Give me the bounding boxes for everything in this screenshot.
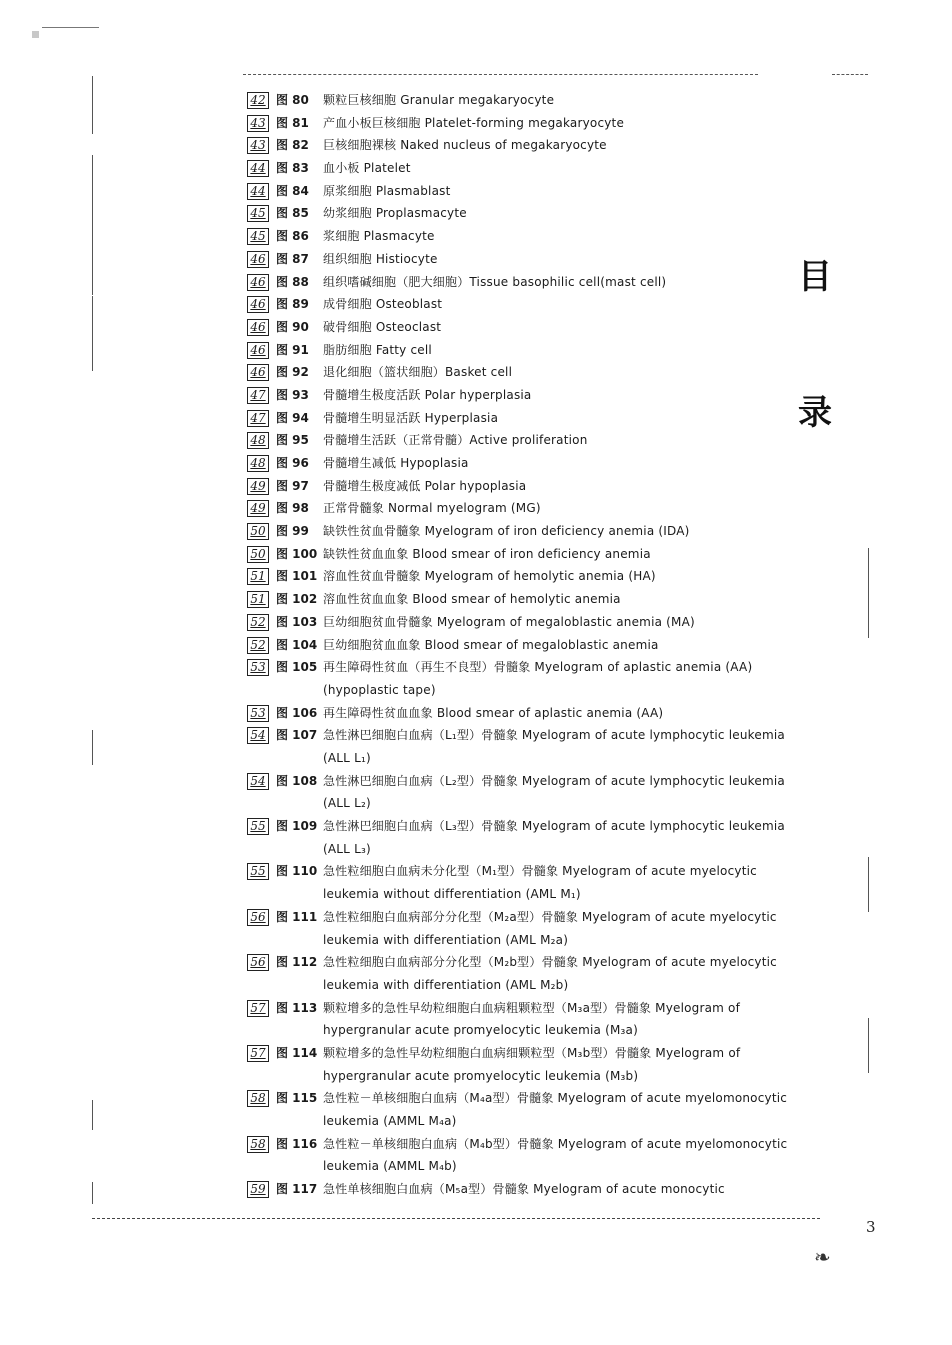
figure-number: 图 110 — [276, 864, 318, 879]
figure-number: 图 92 — [276, 365, 309, 380]
corner-rule — [42, 27, 99, 28]
figure-number: 图 95 — [276, 433, 309, 448]
figure-number: 图 99 — [276, 524, 309, 539]
figure-number: 图 101 — [276, 569, 318, 584]
toc-entry[interactable] — [245, 703, 805, 726]
figure-number: 图 108 — [276, 773, 318, 788]
toc-entry[interactable] — [245, 385, 805, 408]
toc-entry[interactable] — [245, 1134, 805, 1179]
toc-entry[interactable] — [245, 612, 805, 635]
figure-number: 图 102 — [276, 592, 318, 607]
entry-title: 颗粒增多的急性早幼粒细胞白血病细颗粒型（M₃b型）骨髓象 Myelogram of hypergranular acute promyelocytic leukemia (M₃b) — [323, 1046, 741, 1083]
toc-entry[interactable] — [245, 249, 805, 272]
top-rule-right — [832, 74, 868, 75]
toc-entry[interactable] — [245, 998, 805, 1043]
figure-number: 图 116 — [276, 1136, 318, 1151]
entry-title: 幼浆细胞 Proplasmacyte — [323, 206, 467, 221]
entry-title: 再生障碍性贫血血象 Blood smear of aplastic anemia (AA) — [323, 705, 664, 720]
entry-title: 急性粒－单核细胞白血病（M₄b型）骨髓象 Myelogram of acute myelomonocytic leukemia (AMML M₄b) — [323, 1136, 788, 1174]
page-ref: 50 — [247, 523, 269, 540]
entry-title: 溶血性贫血血象 Blood smear of hemolytic anemia — [323, 592, 621, 607]
page-ref: 44 — [247, 183, 269, 200]
entry-title: 原浆细胞 Plasmablast — [323, 183, 451, 198]
left-margin-line — [92, 1182, 93, 1204]
entry-title: 骨髓增生减低 Hypoplasia — [323, 456, 469, 470]
toc-entry[interactable] — [245, 1088, 805, 1133]
figure-number: 图 112 — [276, 955, 318, 970]
side-title-char: 目 — [798, 257, 832, 297]
page-ref: 55 — [247, 863, 269, 880]
entry-title: 急性淋巴细胞白血病（L₂型）骨髓象 Myelogram of acute lymphocytic leukemia (ALL L₂) — [323, 773, 785, 811]
toc-entry[interactable] — [245, 362, 805, 385]
toc-entry[interactable] — [245, 294, 805, 317]
bottom-rule — [92, 1218, 820, 1219]
entry-title: 破骨细胞 Osteoclast — [323, 319, 442, 334]
page-ref: 52 — [247, 614, 269, 631]
figure-number: 图 117 — [276, 1182, 318, 1197]
entry-title: 巨幼细胞贫血骨髓象 Myelogram of megaloblastic anemia (MA) — [323, 614, 695, 629]
page-ref: 43 — [247, 137, 269, 154]
entry-title: 急性单核细胞白血病（M₅a型）骨髓象 Myelogram of acute monocytic — [323, 1182, 725, 1197]
toc-entry[interactable] — [245, 317, 805, 340]
toc-entry[interactable] — [245, 521, 805, 544]
figure-number: 图 109 — [276, 819, 318, 834]
toc-entry[interactable] — [245, 340, 805, 363]
figure-number: 图 103 — [276, 614, 318, 629]
page-ref: 46 — [247, 319, 269, 336]
toc-entry[interactable] — [245, 635, 805, 658]
figure-number: 图 80 — [276, 93, 309, 107]
toc-entry[interactable] — [245, 566, 805, 589]
figure-number: 图 84 — [276, 183, 309, 198]
figure-number: 图 96 — [276, 456, 309, 470]
entry-title: 溶血性贫血骨髓象 Myelogram of hemolytic anemia (HA) — [323, 569, 656, 584]
figure-number: 图 93 — [276, 387, 309, 402]
toc-entry[interactable] — [245, 952, 805, 997]
figure-number: 图 100 — [276, 546, 318, 561]
entry-title: 急性粒细胞白血病部分分化型（M₂b型）骨髓象 Myelogram of acute myelocytic leukemia with differentiation (AML M₂b) — [323, 955, 777, 992]
figure-number: 图 83 — [276, 161, 309, 176]
page-ref: 57 — [247, 1000, 269, 1017]
entry-title: 急性淋巴细胞白血病（L₁型）骨髓象 Myelogram of acute lymphocytic leukemia (ALL L₁) — [323, 728, 785, 765]
figure-number: 图 85 — [276, 206, 309, 221]
entry-title: 巨幼细胞贫血血象 Blood smear of megaloblastic anemia — [323, 637, 659, 652]
figure-number: 图 113 — [276, 1000, 318, 1015]
toc-entry[interactable] — [245, 589, 805, 612]
toc-entry[interactable] — [245, 498, 805, 521]
toc-entry[interactable] — [245, 771, 805, 816]
toc-entry[interactable] — [245, 203, 805, 226]
figure-number: 图 115 — [276, 1091, 318, 1106]
entry-title: 缺铁性贫血血象 Blood smear of iron deficiency anemia — [323, 546, 651, 561]
page-ref: 46 — [247, 364, 269, 381]
page-ref: 51 — [247, 591, 269, 608]
page-ref: 58 — [247, 1136, 269, 1153]
right-margin-line — [868, 548, 869, 638]
toc-entry[interactable] — [245, 816, 805, 861]
page-ref: 54 — [247, 773, 269, 790]
page-ref: 50 — [247, 546, 269, 563]
table-of-contents — [245, 90, 805, 1202]
entry-title: 骨髓增生明显活跃 Hyperplasia — [323, 410, 499, 425]
toc-entry[interactable] — [245, 725, 805, 770]
figure-number: 图 111 — [276, 909, 318, 924]
figure-number: 图 86 — [276, 229, 309, 244]
entry-title: 骨髓增生极度活跃 Polar hyperplasia — [323, 387, 532, 402]
toc-entry[interactable] — [245, 135, 805, 158]
toc-entry[interactable] — [245, 476, 805, 499]
page-ref: 45 — [247, 205, 269, 222]
corner-mark — [32, 31, 39, 38]
page-ref: 47 — [247, 387, 269, 404]
page-ref: 46 — [247, 342, 269, 359]
entry-title: 急性淋巴细胞白血病（L₃型）骨髓象 Myelogram of acute lymphocytic leukemia (ALL L₃) — [323, 819, 785, 856]
decorative-flourish-icon: ❧ — [814, 1245, 831, 1269]
toc-entry[interactable] — [245, 861, 805, 906]
page-ref: 47 — [247, 410, 269, 427]
top-rule — [243, 74, 758, 75]
figure-number: 图 107 — [276, 728, 318, 743]
entry-title: 急性粒细胞白血病部分分化型（M₂a型）骨髓象 Myelogram of acute myelocytic leukemia with differentiation (AML M₂a) — [323, 909, 777, 947]
entry-title: 骨髓增生极度减低 Polar hypoplasia — [323, 478, 527, 493]
figure-number: 图 90 — [276, 319, 309, 334]
page-number: 3 — [866, 1218, 876, 1236]
entry-title: 组织细胞 Histiocyte — [323, 251, 438, 266]
entry-title: 产血小板巨核细胞 Platelet-forming megakaryocyte — [323, 115, 625, 130]
entry-title: 急性粒－单核细胞白血病（M₄a型）骨髓象 Myelogram of acute myelomonocytic leukemia (AMML M₄a) — [323, 1091, 788, 1129]
figure-number: 图 89 — [276, 297, 309, 312]
entry-title: 血小板 Platelet — [323, 161, 411, 176]
page-ref: 57 — [247, 1045, 269, 1062]
page-ref: 51 — [247, 568, 269, 585]
page-ref: 48 — [247, 455, 269, 472]
figure-number: 图 97 — [276, 478, 309, 493]
page-ref: 56 — [247, 909, 269, 926]
figure-number: 图 98 — [276, 501, 309, 516]
toc-entry[interactable] — [245, 544, 805, 567]
page-ref: 45 — [247, 228, 269, 245]
toc-entry[interactable] — [245, 907, 805, 952]
toc-entry[interactable] — [245, 408, 805, 431]
toc-entry[interactable] — [245, 158, 805, 181]
toc-entry[interactable] — [245, 430, 805, 453]
entry-title: 颗粒巨核细胞 Granular megakaryocyte — [323, 93, 555, 107]
entry-title: 浆细胞 Plasmacyte — [323, 229, 435, 244]
page-ref: 55 — [247, 818, 269, 835]
toc-entry[interactable] — [245, 226, 805, 249]
toc-entry[interactable] — [245, 657, 805, 702]
toc-entry[interactable] — [245, 1179, 805, 1202]
entry-title: 巨核细胞裸核 Naked nucleus of megakaryocyte — [323, 138, 607, 153]
entry-title: 成骨细胞 Osteoblast — [323, 297, 443, 312]
figure-number: 图 81 — [276, 115, 309, 130]
entry-title: 正常骨髓象 Normal myelogram (MG) — [323, 501, 541, 516]
page-ref: 46 — [247, 274, 269, 291]
left-margin-line — [92, 296, 93, 371]
figure-number: 图 106 — [276, 705, 318, 720]
page-ref: 44 — [247, 160, 269, 177]
page-ref: 48 — [247, 432, 269, 449]
page-ref: 54 — [247, 727, 269, 744]
entry-title: 再生障碍性贫血（再生不良型）骨髓象 Myelogram of aplastic anemia (AA)(hypoplastic tape) — [323, 660, 753, 697]
left-margin-line — [92, 1100, 93, 1130]
entry-title: 颗粒增多的急性早幼粒细胞白血病粗颗粒型（M₃a型）骨髓象 Myelogram of hypergranular acute promyelocytic leukemia (M₃a) — [323, 1000, 741, 1038]
toc-entry[interactable] — [245, 272, 805, 295]
entry-title: 脂肪细胞 Fatty cell — [323, 342, 432, 357]
left-margin-line — [92, 155, 93, 295]
toc-entry[interactable] — [245, 1043, 805, 1088]
page-ref: 49 — [247, 500, 269, 517]
figure-number: 图 104 — [276, 637, 318, 652]
entry-title: 组织嗜碱细胞（肥大细胞）Tissue basophilic cell(mast cell) — [323, 274, 667, 289]
toc-entry[interactable] — [245, 453, 805, 476]
toc-entry[interactable] — [245, 113, 805, 136]
figure-number: 图 88 — [276, 274, 309, 289]
page-ref: 49 — [247, 478, 269, 495]
figure-number: 图 87 — [276, 251, 309, 266]
figure-number: 图 82 — [276, 138, 309, 153]
entry-title: 缺铁性贫血骨髓象 Myelogram of iron deficiency anemia (IDA) — [323, 524, 690, 539]
side-title-char: 录 — [798, 393, 832, 433]
left-margin-line — [92, 730, 93, 765]
toc-entry[interactable] — [245, 90, 805, 113]
page-ref: 46 — [247, 296, 269, 313]
page-ref: 53 — [247, 705, 269, 722]
page-ref: 56 — [247, 954, 269, 971]
page-ref: 53 — [247, 659, 269, 676]
page-ref: 42 — [247, 92, 269, 109]
page-ref: 52 — [247, 637, 269, 654]
page-ref: 59 — [247, 1181, 269, 1198]
entry-title: 退化细胞（篮状细胞）Basket cell — [323, 365, 513, 380]
figure-number: 图 91 — [276, 342, 309, 357]
figure-number: 图 105 — [276, 660, 318, 675]
entry-title: 骨髓增生活跃（正常骨髓）Active proliferation — [323, 433, 588, 448]
page-ref: 46 — [247, 251, 269, 268]
entry-title: 急性粒细胞白血病未分化型（M₁型）骨髓象 Myelogram of acute myelocytic leukemia without differentiation (AML M₁) — [323, 864, 757, 902]
figure-number: 图 114 — [276, 1046, 318, 1060]
right-margin-line — [868, 857, 869, 912]
page-ref: 43 — [247, 115, 269, 132]
left-margin-line — [92, 76, 93, 134]
page-ref: 58 — [247, 1090, 269, 1107]
right-margin-line — [868, 1018, 869, 1073]
figure-number: 图 94 — [276, 410, 309, 425]
toc-entry[interactable] — [245, 181, 805, 204]
